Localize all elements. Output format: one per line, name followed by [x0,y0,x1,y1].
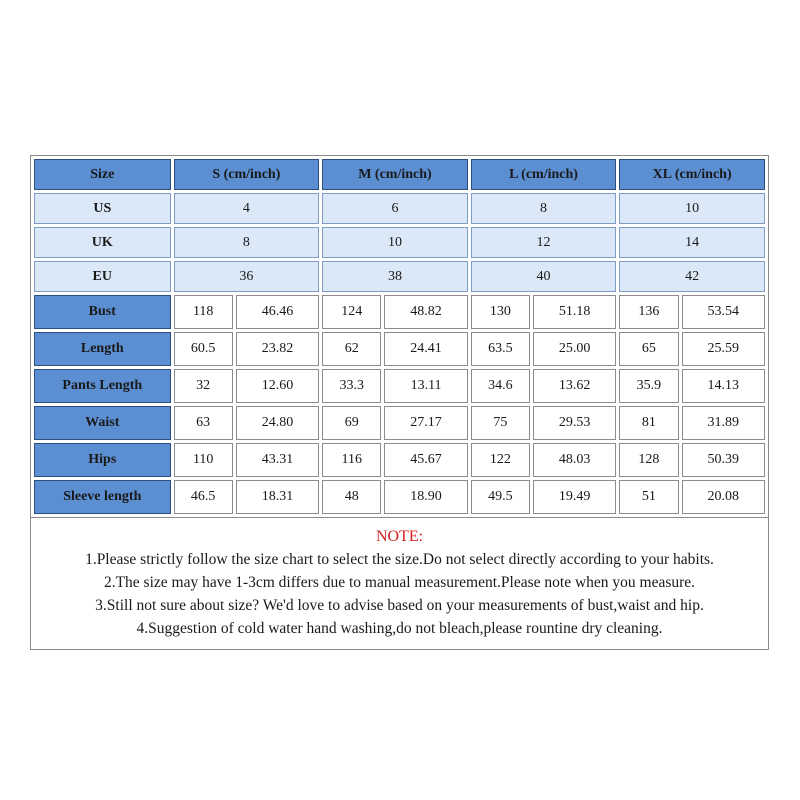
us-row [34,193,765,224]
table-cell: 45.67 [384,443,467,477]
table-cell: 32 [174,369,233,403]
table-cell: 19.49 [533,480,616,514]
table-cell: 51 [619,480,678,514]
table-cell: 33.3 [322,369,381,403]
note-section [31,517,768,649]
table-cell: 29.53 [533,406,616,440]
table-cell: 53.54 [682,295,765,329]
table-cell: 31.89 [682,406,765,440]
uk-row [34,227,765,258]
row-label: US [34,193,171,224]
table-cell: 27.17 [384,406,467,440]
hips-row [34,443,765,477]
table-cell: 8 [174,227,320,258]
table-cell: 10 [322,227,468,258]
table-cell: 110 [174,443,233,477]
table-cell: 12.60 [236,369,319,403]
row-label: Sleeve length [34,480,171,514]
table-cell: 40 [471,261,617,292]
table-cell: 48.03 [533,443,616,477]
table-cell: 69 [322,406,381,440]
table-cell: 18.31 [236,480,319,514]
table-cell: 65 [619,332,678,366]
table-cell: 4 [174,193,320,224]
table-cell: 14.13 [682,369,765,403]
note-line-2: 2.The size may have 1-3cm differs due to manual measurement.Please note when you measure. [103,574,696,591]
table-cell: 13.62 [533,369,616,403]
table-cell: 48 [322,480,381,514]
note-line-3: 3.Still not sure about size? We'd love to advise based on your measurements of bust,waist and hip. [95,597,704,614]
size-xl-header: XL (cm/inch) [619,159,765,190]
pants-length-row [34,369,765,403]
sleeve-length-row [34,480,765,514]
table-cell: 46.5 [174,480,233,514]
table-cell: 25.00 [533,332,616,366]
table-cell: 18.90 [384,480,467,514]
header-row [34,159,765,190]
table-cell: 42 [619,261,765,292]
table-cell: 122 [471,443,530,477]
row-label: UK [34,227,171,258]
size-s-header: S (cm/inch) [174,159,320,190]
size-chart-sheet [30,155,769,650]
table-cell: 23.82 [236,332,319,366]
note-line-1: 1.Please strictly follow the size chart to select the size.Do not select directly according to your habits. [85,551,714,568]
table-cell: 12 [471,227,617,258]
table-cell: 43.31 [236,443,319,477]
table-cell: 13.11 [384,369,467,403]
table-cell: 6 [322,193,468,224]
table-cell: 14 [619,227,765,258]
table-cell: 116 [322,443,381,477]
table-cell: 49.5 [471,480,530,514]
table-cell: 118 [174,295,233,329]
table-cell: 8 [471,193,617,224]
size-chart-table [31,156,768,517]
row-label: Bust [34,295,171,329]
table-cell: 81 [619,406,678,440]
row-label: EU [34,261,171,292]
eu-row [34,261,765,292]
row-label: Pants Length [34,369,171,403]
table-cell: 36 [174,261,320,292]
note-title: NOTE: [375,528,424,545]
size-m-header: M (cm/inch) [322,159,468,190]
table-cell: 63.5 [471,332,530,366]
table-cell: 46.46 [236,295,319,329]
table-cell: 38 [322,261,468,292]
table-cell: 20.08 [682,480,765,514]
row-label: Waist [34,406,171,440]
table-cell: 35.9 [619,369,678,403]
table-cell: 48.82 [384,295,467,329]
table-cell: 136 [619,295,678,329]
table-cell: 10 [619,193,765,224]
table-cell: 50.39 [682,443,765,477]
table-cell: 75 [471,406,530,440]
table-cell: 62 [322,332,381,366]
table-cell: 34.6 [471,369,530,403]
row-label: Length [34,332,171,366]
waist-row [34,406,765,440]
table-cell: 130 [471,295,530,329]
table-cell: 60.5 [174,332,233,366]
table-cell: 24.41 [384,332,467,366]
note-line-4: 4.Suggestion of cold water hand washing,do not bleach,please rountine dry cleaning. [136,620,663,637]
size-header-cell: Size [34,159,171,190]
table-cell: 124 [322,295,381,329]
bust-row [34,295,765,329]
table-cell: 24.80 [236,406,319,440]
row-label: Hips [34,443,171,477]
table-cell: 63 [174,406,233,440]
length-row [34,332,765,366]
size-l-header: L (cm/inch) [471,159,617,190]
table-cell: 25.59 [682,332,765,366]
table-cell: 128 [619,443,678,477]
table-cell: 51.18 [533,295,616,329]
